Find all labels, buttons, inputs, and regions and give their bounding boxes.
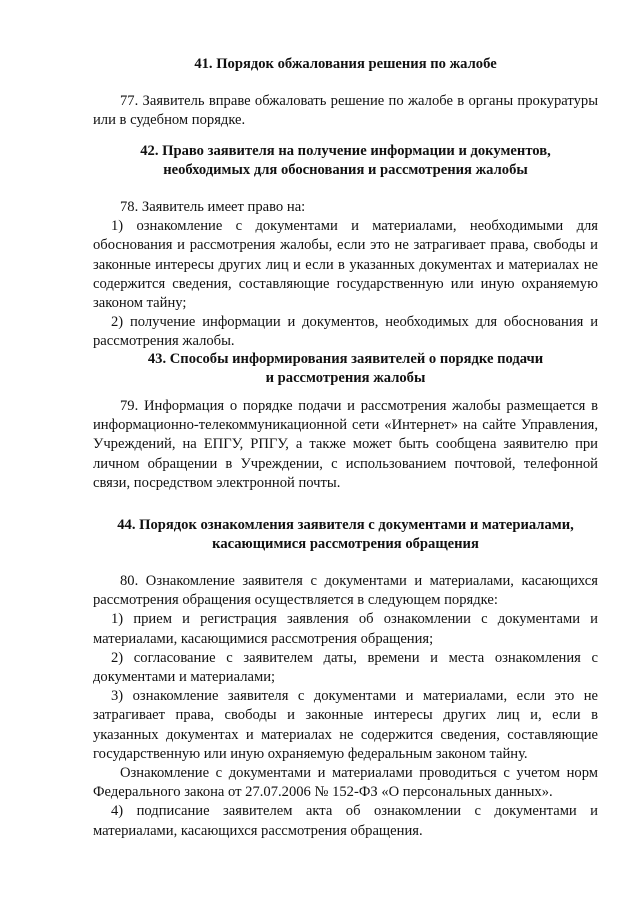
paragraph-80: 80. Ознакомление заявителя с документами и материалами, касающихся рассмотрения обращения осуществляется в следующем порядке: xyxy=(93,573,598,609)
paragraph-note: Ознакомление с документами и материалами проводиться с учетом норм Федерального закона от 27.07.2006 № 152-ФЗ «О персональных данных». xyxy=(93,765,598,801)
section-heading xyxy=(93,350,598,388)
heading-line: 43. Способы информирования заявителей о порядке подачи xyxy=(147,351,544,367)
heading-line: касающимися рассмотрения обращения xyxy=(212,536,479,553)
heading-line: необходимых для обоснования и рассмотрения жалобы xyxy=(163,162,528,179)
list-item: 1) ознакомление с документами и материалами, необходимыми для обоснования и рассмотрения жалобы, если это не затрагивает права, свободы и законные интересы других лиц и если в указанных документах и материалах не содержится сведения, составляющие государственную или иную охраняемую законом тайну; xyxy=(93,218,598,312)
paragraph-79: 79. Информация о порядке подачи и рассмотрения жалобы размещается в информационно-телекоммуникационной сети «Интернет» на сайте Управления, Учреждений, на ЕПГУ, РПГУ, а также может быть сообщена заявителю при личном обращении в Учреждении, с использованием почтовой, телефонной связи, посредством электронной почты. xyxy=(93,398,598,491)
list-item: 3) ознакомление заявителя с документами и материалами, если это не затрагивает права, свободы и законные интересы других лиц и, если в указанных документах и материалах не содержится сведения, составляющие государственную или иную охраняемую федеральным законом тайну. xyxy=(93,688,598,762)
section-44 xyxy=(93,516,598,554)
section-43-body xyxy=(93,397,598,493)
list-item: 2) согласование с заявителем даты, времени и места ознакомления с документами и материалами; xyxy=(93,649,598,686)
section-41-body xyxy=(93,92,598,130)
section-43 xyxy=(93,350,598,388)
paragraph-77: 77. Заявитель вправе обжаловать решение по жалобе в органы прокуратуры или в судебном порядке. xyxy=(93,93,598,129)
heading-line: 41. Порядок обжалования решения по жалобе xyxy=(194,56,497,72)
list-item: 4) подписание заявителем акта об ознакомлении с документами и материалами, касающихся рассмотрения обращения. xyxy=(93,803,598,839)
section-heading xyxy=(93,142,598,180)
section-heading xyxy=(93,55,598,74)
section-44-body xyxy=(93,572,598,841)
section-41 xyxy=(93,55,598,74)
section-42 xyxy=(93,142,598,180)
list-item: 1) прием и регистрация заявления об ознакомлении с документами и материалами, касающимися рассмотрения обращения; xyxy=(93,611,598,647)
section-42-body xyxy=(93,198,598,352)
heading-line: 42. Право заявителя на получение информации и документов, xyxy=(140,143,551,159)
paragraph-78: 78. Заявитель имеет право на: xyxy=(120,199,306,215)
heading-line: 44. Порядок ознакомления заявителя с документами и материалами, xyxy=(117,517,574,533)
heading-line: и рассмотрения жалобы xyxy=(265,370,426,387)
list-item: 2) получение информации и документов, необходимых для обоснования и рассмотрения жалобы. xyxy=(93,314,598,350)
section-heading xyxy=(93,516,598,554)
